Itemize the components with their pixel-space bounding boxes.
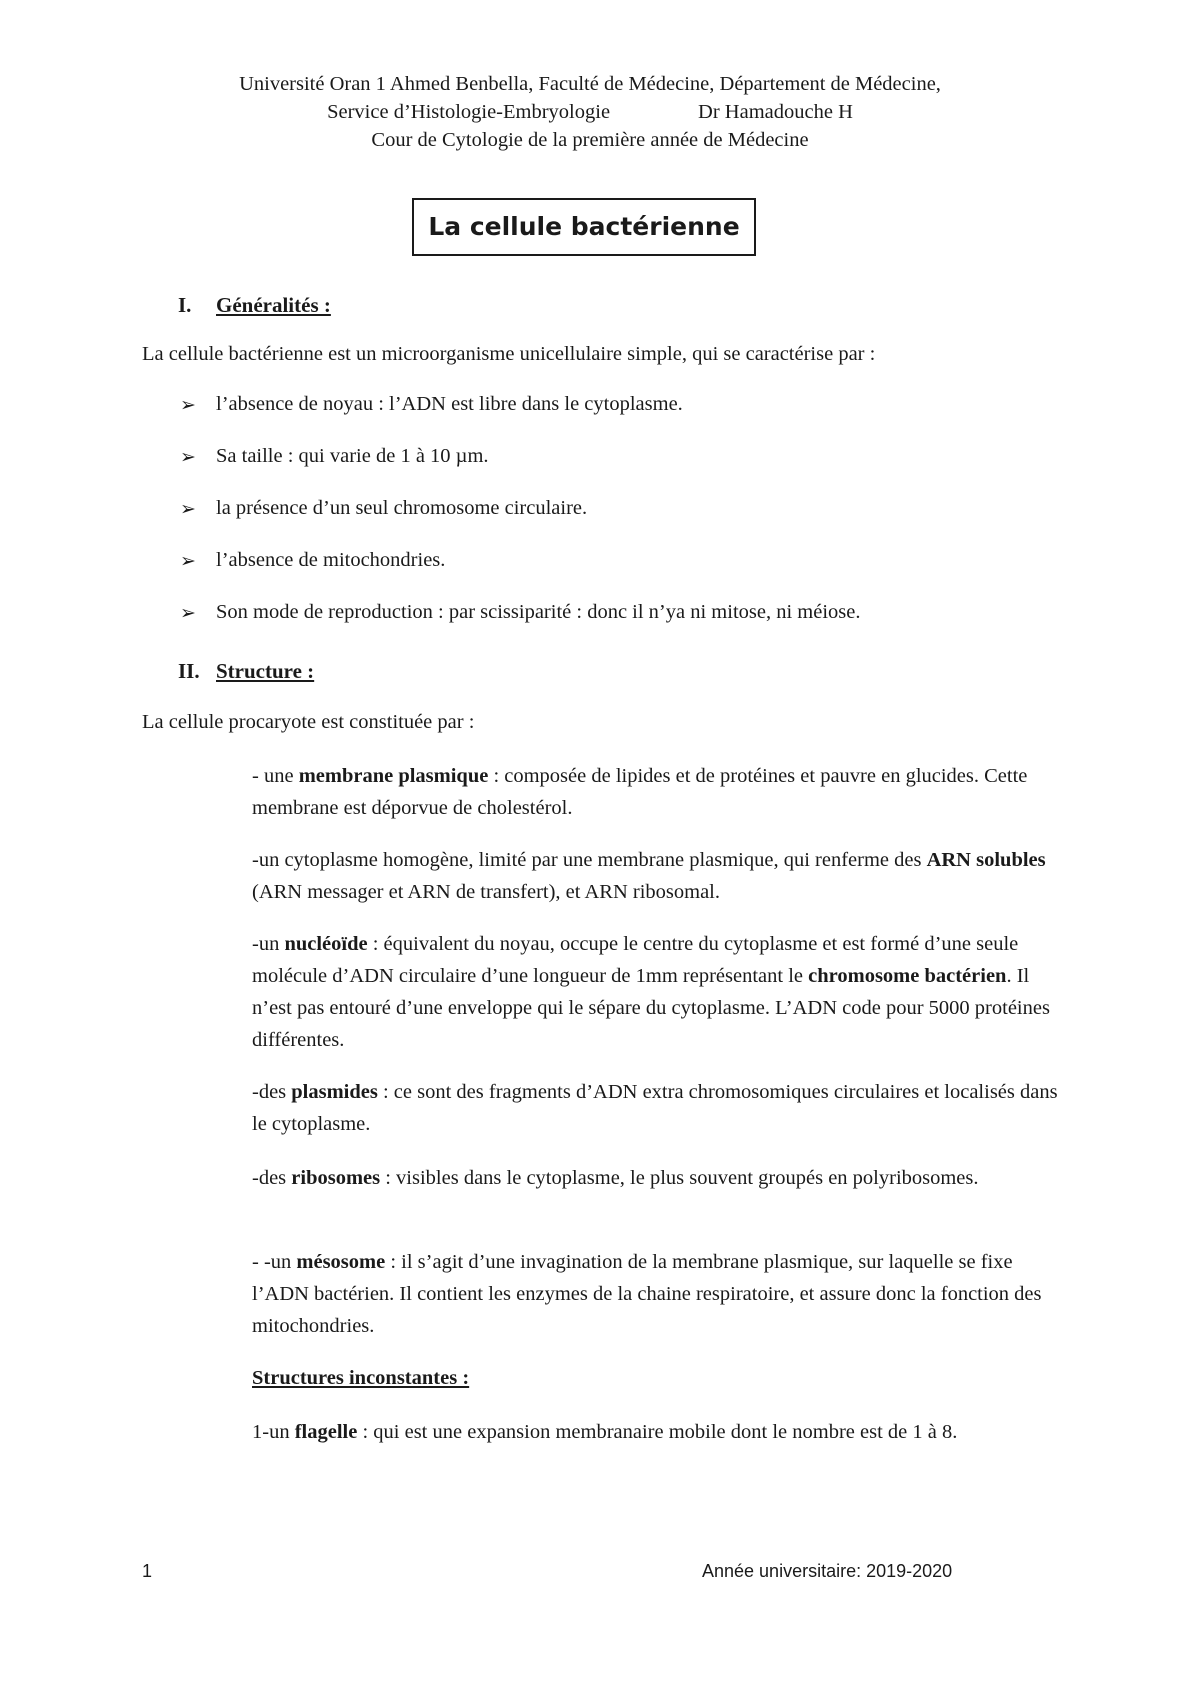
arrow-bullet-icon: ➢ [180, 394, 196, 416]
header-line-1: Université Oran 1 Ahmed Benbella, Faculté de Médecine, Département de Médecine, [239, 73, 941, 95]
header-line-3: Cour de Cytologie de la première année de Médecine [371, 129, 809, 151]
list-item: ➢ Son mode de reproduction : par scissiparité : donc il n’ya ni mitose, ni méiose. [180, 598, 860, 650]
section-1-number: I. [178, 293, 192, 317]
arrow-bullet-icon: ➢ [180, 446, 196, 468]
list-item: ➢ l’absence de noyau : l’ADN est libre dans le cytoplasme. [180, 390, 860, 442]
ribosomes-paragraph: -des ribosomes : visibles dans le cytoplasme, le plus souvent groupés en polyribosomes. [252, 1167, 979, 1189]
section-2-heading [178, 656, 314, 686]
page-number: 1 [142, 1561, 153, 1581]
document-header [0, 70, 1180, 154]
section-1-heading [178, 290, 331, 320]
arrow-bullet-icon: ➢ [180, 602, 196, 624]
section-2-title: Structure : [216, 659, 315, 683]
list-item: ➢ Sa taille : qui varie de 1 à 10 µm. [180, 442, 860, 494]
header-doctor: Dr Hamadouche H [698, 101, 853, 123]
membrane-paragraph: - une membrane plasmique : composée de lipides et de protéines et pauvre en glucides. Cette membrane est déporvue de cholestérol. [252, 765, 1028, 819]
characteristics-list [180, 390, 860, 650]
mesosome-paragraph: - -un mésosome : il s’agit d’une invagination de la membrane plasmique, sur laquelle se fixe l’ADN bactérien. Il contient les enzymes de la chaine respiratoire, et assure donc la fonction des mitochondries. [252, 1251, 1042, 1337]
list-item: ➢ la présence d’un seul chromosome circulaire. [180, 494, 860, 546]
cytoplasme-paragraph: -un cytoplasme homogène, limité par une membrane plasmique, qui renferme des ARN solubles (ARN messager et ARN de transfert), et ARN ribosomal. [252, 849, 1046, 903]
header-line-2 [0, 98, 1180, 126]
section-2-number: II. [178, 659, 200, 683]
flagelle-paragraph: 1-un flagelle : qui est une expansion membranaire mobile dont le nombre est de 1 à 8. [252, 1421, 958, 1443]
arrow-bullet-icon: ➢ [180, 550, 196, 572]
academic-year: Année universitaire: 2019-2020 [702, 1561, 953, 1581]
document-title: La cellule bactérienne [412, 198, 756, 256]
list-item: ➢ l’absence de mitochondries. [180, 546, 860, 598]
section-1-intro: La cellule bactérienne est un microorganisme unicellulaire simple, qui se caractérise par : [142, 343, 876, 365]
inconstantes-heading: Structures inconstantes : [252, 1367, 470, 1389]
section-2-intro: La cellule procaryote est constituée par : [142, 711, 475, 733]
arrow-bullet-icon: ➢ [180, 498, 196, 520]
nucleoide-paragraph: -un nucléoïde : équivalent du noyau, occupe le centre du cytoplasme et est formé d’une seule molécule d’ADN circulaire d’une longueur de 1mm représentant le chromosome bactérien. Il n’est pas entouré d’une enveloppe qui le sépare du cytoplasme. L’ADN code pour 5000 protéines différentes. [252, 933, 1050, 1051]
section-1-title: Généralités : [216, 293, 331, 317]
header-service: Service d’Histologie-Embryologie [327, 101, 611, 123]
plasmides-paragraph: -des plasmides : ce sont des fragments d’ADN extra chromosomiques circulaires et localisés dans le cytoplasme. [252, 1081, 1058, 1135]
